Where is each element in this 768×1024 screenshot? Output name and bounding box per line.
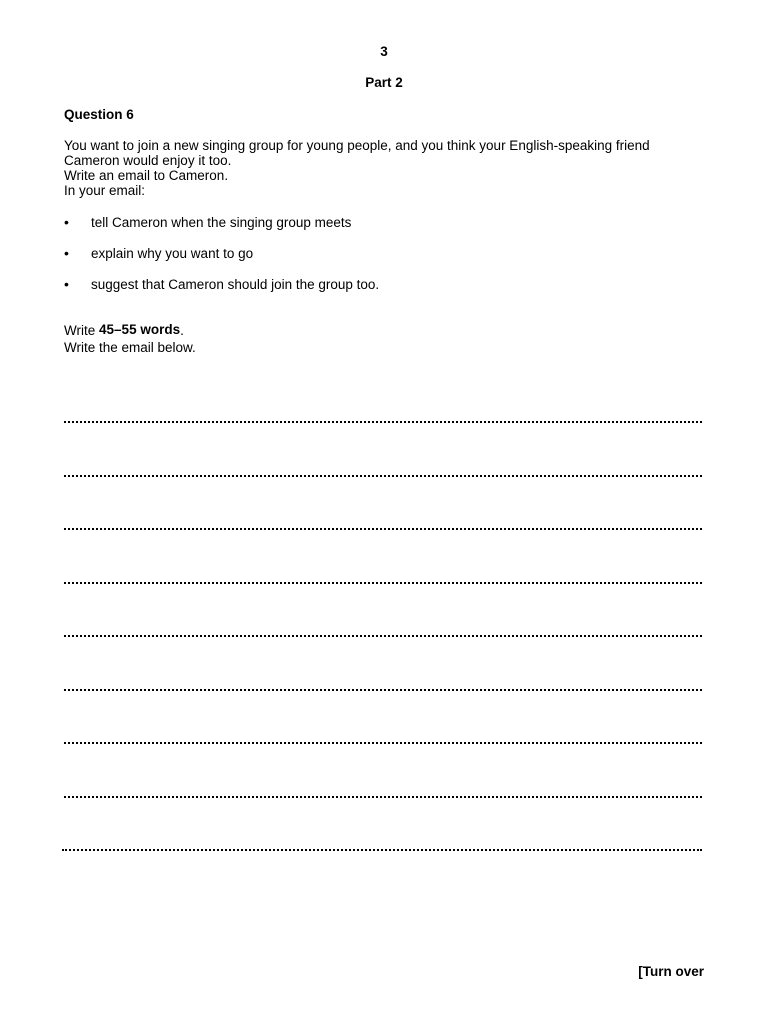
write-suffix: . — [180, 323, 184, 338]
intro-line-2: Cameron would enjoy it too. — [64, 153, 232, 168]
answer-line[interactable] — [62, 849, 702, 851]
bullet-text: suggest that Cameron should join the group too. — [91, 277, 380, 292]
answer-line[interactable] — [64, 635, 702, 637]
answer-line[interactable] — [64, 421, 702, 423]
bullet-icon: • — [64, 276, 69, 292]
bullet-text: explain why you want to go — [91, 246, 254, 261]
question-instructions — [64, 138, 714, 198]
part-title: Part 2 — [365, 75, 403, 90]
write-email-instruction: Write an email to Cameron. — [64, 168, 229, 183]
answer-line[interactable] — [64, 796, 702, 798]
bullet-item-why — [64, 246, 704, 262]
page-number: 3 — [380, 44, 388, 59]
bullet-item-when — [64, 215, 704, 231]
write-prefix: Write — [64, 323, 96, 338]
answer-line[interactable] — [64, 475, 702, 477]
answer-line[interactable] — [64, 742, 702, 744]
answer-line[interactable] — [64, 528, 702, 530]
bullet-icon: • — [64, 245, 69, 261]
intro-line-1: You want to join a new singing group for young people, and you think your English-speaking friend — [64, 138, 650, 153]
bullet-item-suggest — [64, 277, 704, 293]
question-title: Question 6 — [64, 107, 134, 122]
word-count: 45–55 words — [99, 322, 181, 337]
bullet-text: tell Cameron when the singing group meets — [91, 215, 352, 230]
write-below-instruction: Write the email below. — [64, 340, 196, 355]
answer-line[interactable] — [64, 582, 702, 584]
bullet-icon: • — [64, 214, 69, 230]
in-your-email-label: In your email: — [64, 183, 146, 198]
word-count-instruction — [64, 323, 184, 338]
answer-line[interactable] — [64, 689, 702, 691]
turn-over-label: [Turn over — [638, 964, 704, 979]
